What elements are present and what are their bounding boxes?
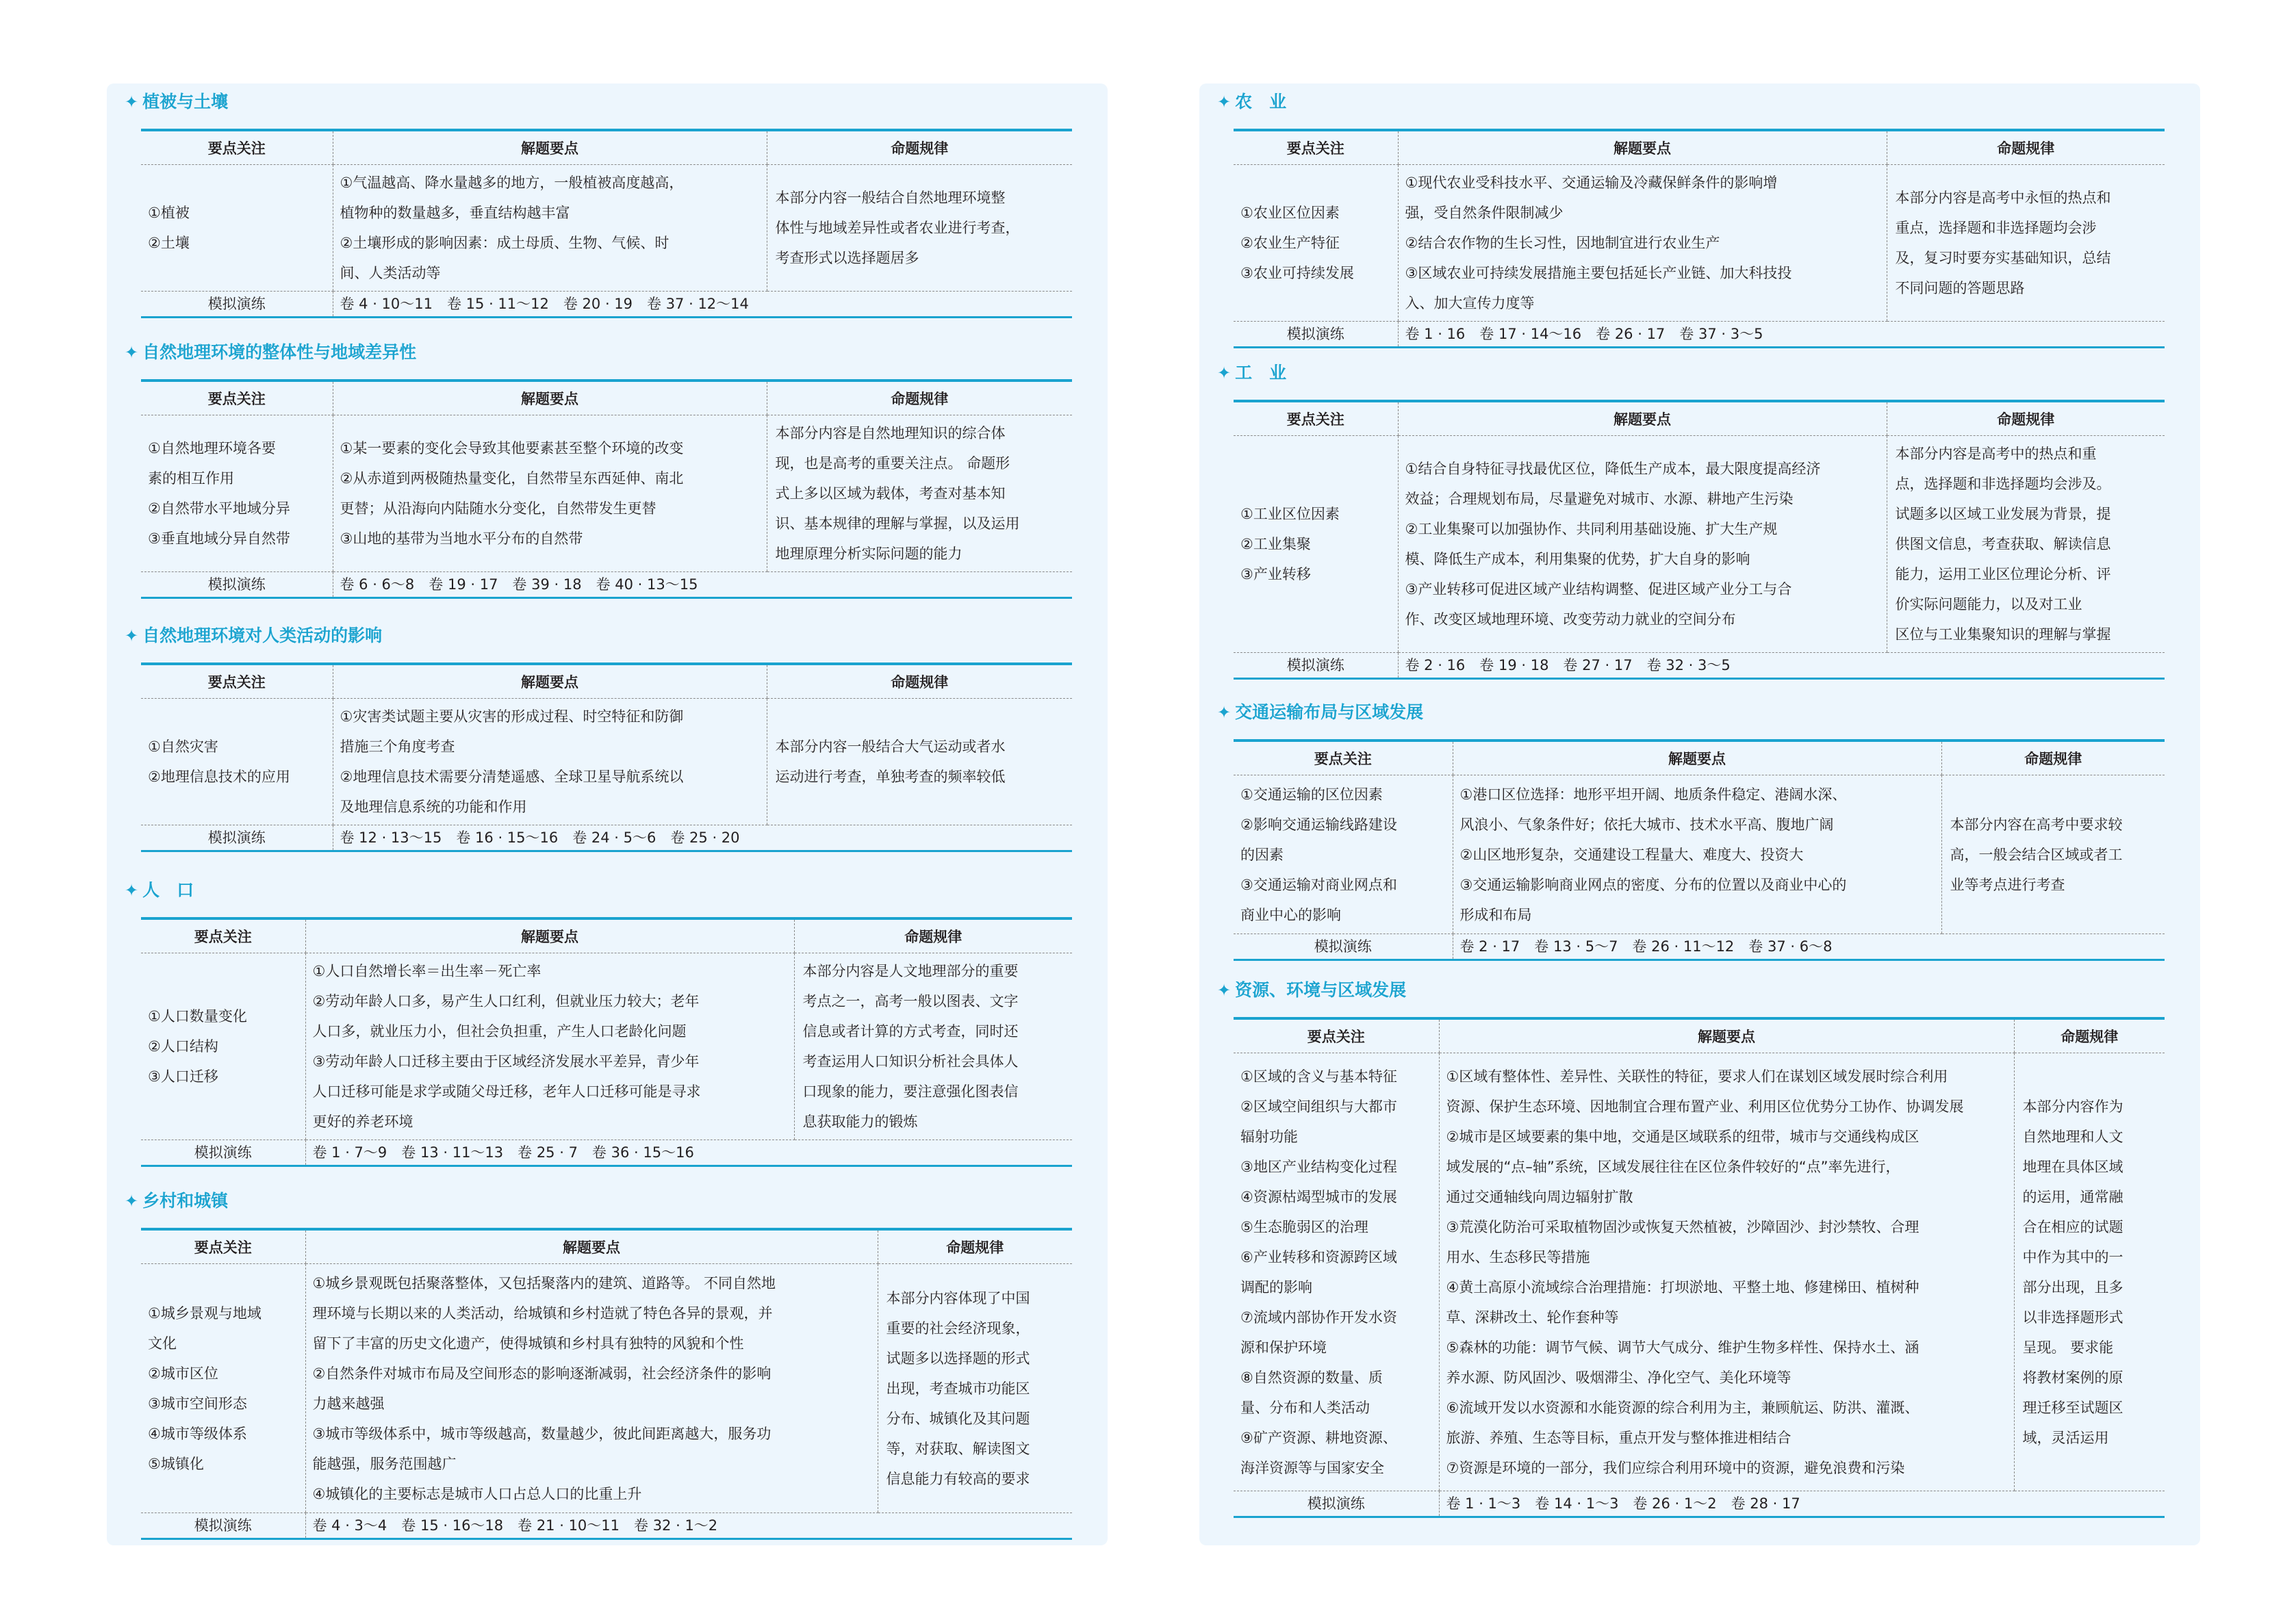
focus-cell-line: ①区域的含义与基本特征 [1240, 1068, 1397, 1085]
focus-cell-line: ③交通运输对商业网点和 [1240, 876, 1397, 893]
focus-cell-line: ①自然地理环境各要 [148, 440, 276, 456]
points-cell-line: ④黄土高原小流域综合治理措施：打坝淤地、平整土地、修建梯田、植树种 [1446, 1278, 1919, 1296]
content-row [141, 165, 1072, 292]
drill-row [141, 292, 1072, 318]
column-header: 解题要点 [1398, 130, 1887, 165]
focus-cell-line: 素的相互作用 [148, 470, 234, 487]
right-page [1199, 83, 2200, 1545]
rules-cell-line: 本部分内容是高考中的热点和重 [1895, 446, 2097, 462]
content-row [141, 953, 1072, 1140]
drill-label: 模拟演练 [1234, 653, 1398, 679]
section-title: ✦ 资源、环境与区域发展 [1217, 980, 1407, 1000]
focus-cell-line: ①农业区位因素 [1240, 205, 1340, 221]
rules-cell-line: 信息能力有较高的要求 [886, 1470, 1030, 1487]
focus-cell [1234, 436, 1398, 653]
rules-cell-line: 考查形式以选择题居多 [775, 250, 919, 266]
rules-cell-line: 业等考点进行考查 [1950, 876, 2065, 893]
rules-cell-line: 式上多以区域为载体，考查对基本知 [775, 485, 1006, 502]
rules-cell-line: 地理原理分析实际问题的能力 [775, 545, 962, 562]
rules-cell-line: 识、基本规律的理解与掌握，以及运用 [775, 515, 1020, 532]
focus-cell-line: 源和保护环境 [1240, 1339, 1327, 1356]
drill-row [1234, 322, 2165, 348]
points-cell-line: ②劳动年龄人口多，易产生人口红利，但就业压力较大；老年 [312, 993, 700, 1009]
rules-cell-line: 供图文信息，考查获取、解读信息 [1895, 536, 2111, 552]
focus-cell-line: ②工业集聚 [1240, 536, 1311, 552]
rules-cell-line: 本部分内容是自然地理知识的综合体 [775, 425, 1006, 441]
points-cell [305, 953, 794, 1140]
column-header: 解题要点 [333, 130, 767, 165]
column-header: 解题要点 [305, 1229, 878, 1264]
focus-cell [1234, 775, 1453, 934]
drill-row [1234, 1491, 2165, 1517]
header-row [141, 130, 1072, 165]
points-cell-line: 草、深耕改土、轮作套种等 [1446, 1309, 1619, 1326]
topic-table [141, 379, 1072, 599]
points-cell [1453, 775, 1941, 934]
rules-cell-line: 信息或者计算的方式考查，同时还 [802, 1023, 1019, 1040]
points-cell-line: ②自然条件对城市布局及空间形态的影响逐渐减弱，社会经济条件的影响 [312, 1365, 771, 1382]
drill-row [141, 572, 1072, 598]
rules-cell-line: 部分出现，且多 [2022, 1278, 2123, 1296]
star-icon: ✦ [1217, 981, 1232, 1000]
section-title: ✦ 乡村和城镇 [125, 1191, 229, 1211]
topic-table [141, 662, 1072, 852]
points-cell-line: ①港口区位选择：地形平坦开阔、地质条件稳定、港阔水深、 [1459, 786, 1847, 803]
focus-cell-line: ②农业生产特征 [1240, 235, 1340, 251]
focus-cell-line: 海洋资源等与国家安全 [1240, 1459, 1384, 1476]
drill-row [141, 825, 1072, 851]
section-title: ✦ 植被与土壤 [125, 92, 229, 112]
focus-cell-line: 量、分布和人类活动 [1240, 1399, 1370, 1416]
focus-cell [1234, 1053, 1439, 1491]
rules-cell-line: 口现象的能力，要注意强化图表信 [802, 1083, 1019, 1100]
points-cell-line: ⑤森林的功能：调节气候、调节大气成分、维护生物多样性、保持水土、涵 [1446, 1339, 1919, 1356]
drill-references: 卷 1 · 1～3 卷 14 · 1～3 卷 26 · 1～2 卷 28 · 17 [1439, 1491, 2165, 1517]
focus-cell-line: 文化 [148, 1335, 177, 1352]
star-icon: ✦ [125, 92, 139, 112]
section-title: ✦ 自然地理环境的整体性与地域差异性 [125, 342, 417, 362]
points-cell-line: 入、加大宣传力度等 [1405, 295, 1535, 311]
rules-cell-line: 本部分内容是人文地理部分的重要 [802, 963, 1019, 979]
section-vegetation-soil [125, 89, 1090, 322]
section-title: ✦ 自然地理环境对人类活动的影响 [125, 626, 383, 645]
points-cell-line: 措施三个角度考查 [340, 738, 455, 755]
rules-cell-line: 域，灵活运用 [2022, 1429, 2109, 1446]
focus-cell-line: ①植被 [148, 205, 190, 221]
points-cell-line: ③劳动年龄人口迁移主要由于区域经济发展水平差异，青少年 [312, 1053, 700, 1070]
points-cell-line: ④城镇化的主要标志是城市人口占总人口的比重上升 [312, 1485, 642, 1502]
rules-cell-line: 本部分内容是高考中永恒的热点和 [1895, 190, 2111, 206]
focus-cell-line: ②地理信息技术的应用 [148, 769, 290, 785]
points-cell-line: 留下了丰富的历史文化遗产，使得城镇和乡村具有独特的风貌和个性 [312, 1335, 744, 1352]
section-title: ✦ 工 业 [1217, 363, 1287, 383]
column-header: 命题规律 [767, 130, 1072, 165]
drill-references: 卷 1 · 7～9 卷 13 · 11～13 卷 25 · 7 卷 36 · 15～16 [305, 1140, 1072, 1166]
points-cell [305, 1264, 878, 1513]
points-cell-line: 间、人类活动等 [340, 265, 441, 281]
points-cell-line: 形成和布局 [1459, 906, 1532, 923]
rules-cell-line: 中作为其中的一 [2022, 1248, 2123, 1265]
points-cell-line: 更替；从沿海向内陆随水分变化，自然带发生更替 [340, 500, 656, 517]
content-row [1234, 1053, 2165, 1491]
column-header: 命题规律 [767, 664, 1072, 699]
rules-cell-line: 出现，考查城市功能区 [886, 1380, 1030, 1397]
drill-references: 卷 2 · 17 卷 13 · 5～7 卷 26 · 11～12 卷 37 · 6～8 [1453, 934, 2165, 960]
points-cell-line: ①城乡景观既包括聚落整体，又包括聚落内的建筑、道路等。 不同自然地 [312, 1274, 776, 1291]
star-icon: ✦ [1217, 703, 1232, 722]
topic-table [1234, 1017, 2165, 1518]
focus-cell [141, 953, 305, 1140]
points-cell-line: ③荒漠化防治可采取植物固沙或恢复天然植被，沙障固沙、封沙禁牧、合理 [1446, 1218, 1919, 1235]
focus-cell-line: ①工业区位因素 [1240, 506, 1340, 522]
focus-cell-line: ⑨矿产资源、耕地资源、 [1240, 1429, 1397, 1446]
points-cell-line: 旅游、养殖、生态等目标，重点开发与整体推进相结合 [1446, 1429, 1791, 1446]
points-cell-line: ①灾害类试题主要从灾害的形成过程、时空特征和防御 [340, 708, 684, 725]
column-header: 命题规律 [767, 381, 1072, 415]
rules-cell-line: 本部分内容一般结合自然地理环境整 [775, 190, 1006, 206]
column-header: 解题要点 [1398, 401, 1887, 436]
topic-table [141, 129, 1072, 318]
rules-cell-line: 合在相应的试题 [2022, 1218, 2123, 1235]
points-cell-line: 效益；合理规划布局，尽量避免对城市、水源、耕地产生污染 [1405, 491, 1794, 507]
column-header: 命题规律 [2014, 1018, 2165, 1053]
points-cell-line: ③山地的基带为当地水平分布的自然带 [340, 530, 583, 547]
focus-cell-line: ①自然灾害 [148, 738, 218, 755]
star-icon: ✦ [125, 1192, 139, 1211]
topic-table [141, 1228, 1072, 1540]
points-cell-line: 人口迁移可能是求学或随父母迁移，老年人口迁移可能是寻求 [312, 1083, 701, 1100]
focus-cell-line: ⑤生态脆弱区的治理 [1240, 1218, 1368, 1235]
points-cell-line: ②工业集聚可以加强协作、共同利用基础设施、扩大生产规 [1405, 521, 1778, 537]
column-header: 要点关注 [141, 1229, 305, 1264]
focus-cell-line: ③人口迁移 [148, 1068, 218, 1085]
topic-table [141, 917, 1072, 1167]
rules-cell-line: 区位与工业集聚知识的理解与掌握 [1895, 626, 2111, 643]
rules-cell-line: 及，复习时要夯实基础知识，总结 [1895, 250, 2111, 266]
focus-cell-line: ③城市空间形态 [148, 1395, 247, 1412]
focus-cell [1234, 165, 1398, 322]
points-cell-line: 人口多，就业压力小，但社会负担重，产生人口老龄化问题 [312, 1023, 687, 1040]
focus-cell-line: ①交通运输的区位因素 [1240, 786, 1383, 803]
rules-cell-line: 本部分内容体现了中国 [886, 1289, 1030, 1306]
points-cell [333, 699, 767, 825]
star-icon: ✦ [125, 626, 139, 645]
drill-row [141, 1513, 1072, 1539]
focus-cell [141, 699, 333, 825]
star-icon: ✦ [125, 881, 139, 900]
rules-cell-line: 价实际问题能力，以及对工业 [1895, 596, 2082, 613]
header-row [141, 664, 1072, 699]
rules-cell-line: 本部分内容在高考中要求较 [1950, 816, 2123, 833]
points-cell-line: 域发展的“点–轴”系统，区域发展往往在区位条件较好的“点”率先进行， [1446, 1158, 1900, 1175]
points-cell-line: 理环境与长期以来的人类活动，给城镇和乡村造就了特色各异的景观，并 [312, 1304, 773, 1322]
focus-cell-line: 辐射功能 [1240, 1128, 1298, 1145]
rules-cell-line: 本部分内容作为 [2022, 1098, 2123, 1115]
rules-cell-line: 试题多以选择题的形式 [886, 1350, 1030, 1367]
points-cell-line: ②土壤形成的影响因素：成土母质、生物、气候、时 [340, 235, 669, 251]
header-row [141, 1229, 1072, 1264]
drill-label: 模拟演练 [141, 292, 333, 318]
rules-cell [794, 953, 1072, 1140]
topic-table [1234, 400, 2165, 680]
points-cell-line: ②结合农作物的生长习性，因地制宜进行农业生产 [1405, 235, 1720, 251]
focus-cell [141, 165, 333, 292]
focus-cell-line: 的因素 [1240, 846, 1284, 863]
points-cell-line: 更好的养老环境 [312, 1113, 413, 1130]
column-header: 命题规律 [878, 1229, 1072, 1264]
header-row [1234, 1018, 2165, 1053]
points-cell [1398, 165, 1887, 322]
rules-cell-line: 息获取能力的锻炼 [802, 1113, 918, 1130]
focus-cell-line: ②影响交通运输线路建设 [1240, 816, 1397, 833]
drill-label: 模拟演练 [1234, 1491, 1439, 1517]
points-cell-line: ①某一要素的变化会导致其他要素甚至整个环境的改变 [340, 440, 684, 456]
points-cell-line: 强，受自然条件限制减少 [1405, 205, 1564, 221]
drill-row [141, 1140, 1072, 1166]
drill-references: 卷 4 · 3～4 卷 15 · 16～18 卷 21 · 10～11 卷 32 · 1～2 [305, 1513, 1072, 1539]
rules-cell-line: 等，对获取、解读图文 [886, 1440, 1030, 1457]
header-row [1234, 401, 2165, 436]
column-header: 要点关注 [141, 130, 333, 165]
points-cell-line: 用水、生态移民等措施 [1446, 1248, 1590, 1265]
rules-cell-line: 理迁移至试题区 [2022, 1399, 2123, 1416]
column-header: 命题规律 [1887, 401, 2165, 436]
points-cell [333, 415, 767, 572]
column-header: 要点关注 [141, 381, 333, 415]
points-cell-line: ③城市等级体系中，城市等级越高，数量越少，彼此间距离越大，服务功 [312, 1425, 771, 1442]
focus-cell-line: ⑦流域内部协作开发水资 [1240, 1309, 1397, 1326]
rules-cell-line: 将教材案例的原 [2022, 1369, 2123, 1386]
column-header: 要点关注 [141, 664, 333, 699]
rules-cell-line: 考查运用人口知识分析社会具体人 [802, 1053, 1019, 1070]
points-cell [333, 165, 767, 292]
topic-table [1234, 129, 2165, 348]
focus-cell-line: ①城乡景观与地域 [148, 1304, 262, 1322]
content-row [1234, 775, 2165, 934]
column-header: 命题规律 [794, 918, 1072, 953]
points-cell-line: ②地理信息技术需要分清楚遥感、全球卫星导航系统以 [340, 769, 684, 785]
points-cell-line: 资源、保护生态环境、因地制宜合理布置产业、利用区位优势分工协作、协调发展 [1446, 1098, 1964, 1115]
drill-label: 模拟演练 [1234, 934, 1453, 960]
focus-cell-line: ⑥产业转移和资源跨区域 [1240, 1248, 1397, 1265]
drill-references: 卷 4 · 10～11 卷 15 · 11～12 卷 20 · 19 卷 37 · 12～14 [333, 292, 1072, 318]
points-cell-line: 植物种的数量越多，垂直结构越丰富 [340, 205, 570, 221]
points-cell-line: ③区域农业可持续发展措施主要包括延长产业链、加大科技投 [1405, 265, 1792, 281]
rules-cell [1887, 165, 2165, 322]
column-header: 解题要点 [1439, 1018, 2014, 1053]
focus-cell-line: ③产业转移 [1240, 566, 1311, 582]
drill-label: 模拟演练 [141, 1513, 305, 1539]
focus-cell-line: ⑧自然资源的数量、质 [1240, 1369, 1383, 1386]
focus-cell-line: ②人口结构 [148, 1038, 218, 1055]
focus-cell-line: ②区域空间组织与大都市 [1240, 1098, 1397, 1115]
focus-cell-line: ⑤城镇化 [148, 1455, 204, 1472]
column-header: 解题要点 [333, 381, 767, 415]
drill-references: 卷 2 · 16 卷 19 · 18 卷 27 · 17 卷 32 · 3～5 [1398, 653, 2165, 679]
rules-cell [767, 165, 1072, 292]
points-cell-line: 养水源、防风固沙、吸烟滞尘、净化空气、美化环境等 [1446, 1369, 1791, 1386]
rules-cell-line: 高，一般会结合区域或者工 [1950, 846, 2123, 863]
rules-cell-line: 本部分内容一般结合大气运动或者水 [775, 738, 1006, 755]
star-icon: ✦ [1217, 363, 1232, 383]
rules-cell-line: 点，选择题和非选择题均会涉及。 [1895, 476, 2111, 492]
drill-row [1234, 653, 2165, 679]
points-cell-line: ②从赤道到两极随热量变化，自然带呈东西延伸、南北 [340, 470, 684, 487]
focus-cell-line: ④城市等级体系 [148, 1425, 247, 1442]
points-cell-line: ②城市是区域要素的集中地，交通是区域联系的纽带，城市与交通线构成区 [1446, 1128, 1919, 1145]
rules-cell [2014, 1053, 2165, 1491]
column-header: 解题要点 [1453, 741, 1941, 775]
star-icon: ✦ [125, 343, 139, 362]
points-cell-line: 模、降低生产成本，利用集聚的优势，扩大自身的影响 [1405, 551, 1750, 567]
column-header: 解题要点 [305, 918, 794, 953]
points-cell-line: 及地理信息系统的功能和作用 [340, 799, 527, 815]
focus-cell-line: ③垂直地域分异自然带 [148, 530, 290, 547]
points-cell-line: 力越来越强 [312, 1395, 385, 1412]
rules-cell-line: 的运用，通常融 [2022, 1188, 2123, 1205]
section-title: ✦ 交通运输布局与区域发展 [1217, 702, 1424, 722]
column-header: 命题规律 [1887, 130, 2165, 165]
topic-table [1234, 739, 2165, 961]
rules-cell [878, 1264, 1072, 1513]
rules-cell [767, 699, 1072, 825]
left-page [107, 83, 1108, 1545]
rules-cell-line: 分布、城镇化及其问题 [886, 1410, 1030, 1427]
focus-cell-line: ②土壤 [148, 235, 190, 251]
points-cell-line: 能越强，服务范围越广 [312, 1455, 457, 1472]
drill-references: 卷 6 · 6～8 卷 19 · 17 卷 39 · 18 卷 40 · 13～15 [333, 572, 1072, 598]
drill-label: 模拟演练 [141, 572, 333, 598]
rules-cell-line: 自然地理和人文 [2022, 1128, 2123, 1145]
star-icon: ✦ [1217, 92, 1232, 112]
rules-cell [1941, 775, 2165, 934]
rules-cell-line: 不同问题的答题思路 [1895, 280, 2025, 296]
column-header: 要点关注 [1234, 1018, 1439, 1053]
column-header: 要点关注 [1234, 130, 1398, 165]
rules-cell-line: 以非选择题形式 [2022, 1309, 2123, 1326]
content-row [141, 699, 1072, 825]
drill-references: 卷 1 · 16 卷 17 · 14～16 卷 26 · 17 卷 37 · 3～5 [1398, 322, 2165, 348]
points-cell [1439, 1053, 2014, 1491]
points-cell-line: ①气温越高、降水量越多的地方，一般植被高度越高， [340, 175, 684, 191]
rules-cell-line: 考点之一，高考一般以图表、文字 [802, 993, 1019, 1009]
points-cell-line: ⑦资源是环境的一部分，我们应综合利用环境中的资源，避免浪费和污染 [1446, 1459, 1905, 1476]
column-header: 要点关注 [141, 918, 305, 953]
column-header: 命题规律 [1941, 741, 2165, 775]
rules-cell-line: 试题多以区域工业发展为背景，提 [1895, 506, 2111, 522]
points-cell-line: ①区域有整体性、差异性、关联性的特征，要求人们在谋划区域发展时综合利用 [1446, 1068, 1948, 1085]
drill-label: 模拟演练 [141, 825, 333, 851]
rules-cell-line: 能力，运用工业区位理论分析、评 [1895, 566, 2111, 582]
column-header: 要点关注 [1234, 401, 1398, 436]
header-row [141, 918, 1072, 953]
points-cell-line: ②山区地形复杂，交通建设工程量大、难度大、投资大 [1459, 846, 1804, 863]
content-row [141, 1264, 1072, 1513]
points-cell-line: ①现代农业受科技水平、交通运输及冷藏保鲜条件的影响增 [1405, 175, 1778, 191]
rules-cell [767, 415, 1072, 572]
column-header: 解题要点 [333, 664, 767, 699]
points-cell [1398, 436, 1887, 653]
drill-label: 模拟演练 [141, 1140, 305, 1166]
drill-label: 模拟演练 [1234, 322, 1398, 348]
focus-cell-line: ④资源枯竭型城市的发展 [1240, 1188, 1397, 1205]
focus-cell-line: ①人口数量变化 [148, 1008, 247, 1025]
focus-cell [141, 415, 333, 572]
points-cell-line: ①结合自身特征寻找最优区位，降低生产成本，最大限度提高经济 [1405, 461, 1821, 477]
content-row [1234, 165, 2165, 322]
header-row [1234, 130, 2165, 165]
column-header: 要点关注 [1234, 741, 1453, 775]
points-cell-line: ③交通运输影响商业网点的密度、分布的位置以及商业中心的 [1459, 876, 1847, 893]
focus-cell-line: 商业中心的影响 [1240, 906, 1341, 923]
content-row [141, 415, 1072, 572]
focus-cell-line: ③地区产业结构变化过程 [1240, 1158, 1397, 1175]
header-row [1234, 741, 2165, 775]
rules-cell-line: 体性与地域差异性或者农业进行考查， [775, 220, 1020, 236]
rules-cell-line: 重要的社会经济现象， [886, 1320, 1030, 1337]
focus-cell-line: ②自然带水平地域分异 [148, 500, 290, 517]
section-title: ✦ 人 口 [125, 880, 194, 900]
focus-cell-line: 调配的影响 [1240, 1278, 1312, 1296]
content-row [1234, 436, 2165, 653]
drill-row [1234, 934, 2165, 960]
points-cell-line: 作、改变区域地理环境、改变劳动力就业的空间分布 [1405, 611, 1736, 628]
rules-cell [1887, 436, 2165, 653]
rules-cell-line: 重点，选择题和非选择题均会涉 [1895, 220, 2097, 236]
points-cell-line: 通过交通轴线向周边辐射扩散 [1446, 1188, 1633, 1205]
focus-cell [141, 1264, 305, 1513]
rules-cell-line: 现，也是高考的重要关注点。 命题形 [775, 455, 1010, 472]
points-cell-line: ③产业转移可促进区域产业结构调整、促进区域产业分工与合 [1405, 581, 1792, 597]
rules-cell-line: 地理在具体区域 [2022, 1158, 2123, 1175]
rules-cell-line: 呈现。 要求能 [2022, 1339, 2114, 1356]
section-title: ✦ 农 业 [1217, 92, 1287, 112]
points-cell-line: ⑥流域开发以水资源和水能资源的综合利用为主，兼顾航运、防洪、灌溉、 [1446, 1399, 1919, 1416]
drill-references: 卷 12 · 13～15 卷 16 · 15～16 卷 24 · 5～6 卷 25 · 20 [333, 825, 1072, 851]
points-cell-line: ①人口自然增长率＝出生率－死亡率 [312, 963, 541, 979]
focus-cell-line: ②城市区位 [148, 1365, 218, 1382]
points-cell-line: 风浪小、气象条件好；依托大城市、技术水平高、腹地广阔 [1459, 816, 1834, 833]
focus-cell-line: ③农业可持续发展 [1240, 265, 1354, 281]
rules-cell-line: 运动进行考查，单独考查的频率较低 [775, 769, 1006, 785]
header-row [141, 381, 1072, 415]
